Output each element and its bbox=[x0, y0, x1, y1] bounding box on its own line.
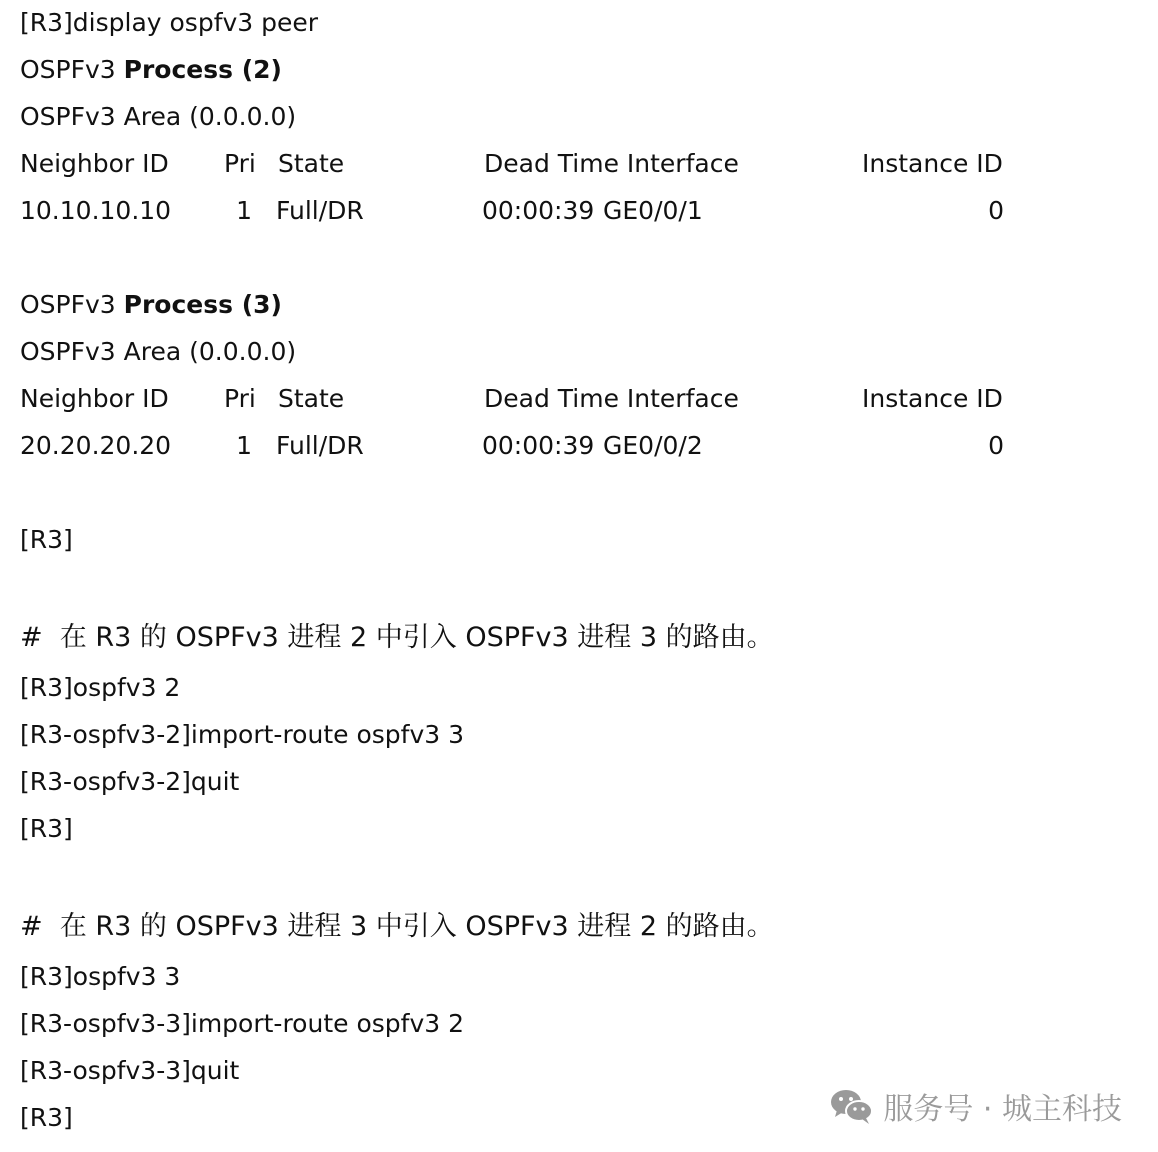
row-state: Full/DR bbox=[276, 196, 364, 225]
header-neighbor-id: Neighbor ID bbox=[20, 384, 169, 413]
command-line: [R3-ospfv3-2]import-route ospfv3 3 bbox=[20, 720, 464, 749]
row-state: Full/DR bbox=[276, 431, 364, 460]
row-neighbor-id: 20.20.20.20 bbox=[20, 431, 172, 460]
process-prefix: OSPFv3 bbox=[20, 55, 124, 84]
command-line: [R3]ospfv3 3 bbox=[20, 962, 181, 991]
prompt-line: [R3] bbox=[20, 525, 73, 554]
area-line: OSPFv3 Area (0.0.0.0) bbox=[20, 337, 297, 366]
process-label: Process (2) bbox=[123, 55, 282, 84]
command-line: [R3] bbox=[20, 814, 73, 843]
header-instance-id: Instance ID bbox=[862, 384, 1003, 413]
command-display-peer: [R3]display ospfv3 peer bbox=[20, 8, 319, 37]
header-dead-time-interface: Dead Time Interface bbox=[484, 149, 739, 178]
process-heading-3 bbox=[20, 290, 282, 320]
command-line: [R3]ospfv3 2 bbox=[20, 673, 181, 702]
row-pri: 1 bbox=[236, 196, 252, 225]
process-prefix: OSPFv3 bbox=[20, 290, 124, 319]
header-neighbor-id: Neighbor ID bbox=[20, 149, 169, 178]
header-pri: Pri bbox=[224, 384, 256, 413]
command-line: [R3] bbox=[20, 1103, 73, 1132]
row-interface: GE0/0/2 bbox=[603, 431, 703, 460]
process-label: Process (3) bbox=[123, 290, 282, 319]
command-line: [R3-ospfv3-2]quit bbox=[20, 767, 240, 796]
row-neighbor-id: 10.10.10.10 bbox=[20, 196, 172, 225]
header-state: State bbox=[278, 149, 345, 178]
process-heading-2 bbox=[20, 55, 282, 85]
row-interface: GE0/0/1 bbox=[603, 196, 703, 225]
comment-import-2-into-3: # 在 R3 的 OSPFv3 进程 3 中引入 OSPFv3 进程 2 的路由。 bbox=[20, 911, 774, 942]
row-dead-time: 00:00:39 bbox=[482, 431, 595, 460]
command-line: [R3-ospfv3-3]quit bbox=[20, 1056, 240, 1085]
command-line: [R3-ospfv3-3]import-route ospfv3 2 bbox=[20, 1009, 464, 1038]
row-instance-id: 0 bbox=[988, 431, 1004, 460]
area-line: OSPFv3 Area (0.0.0.0) bbox=[20, 102, 297, 131]
watermark-text: 服务号 · 城主科技 bbox=[883, 1092, 1122, 1127]
header-dead-time-interface: Dead Time Interface bbox=[484, 384, 739, 413]
row-pri: 1 bbox=[236, 431, 252, 460]
header-pri: Pri bbox=[224, 149, 256, 178]
header-state: State bbox=[278, 384, 345, 413]
comment-import-3-into-2: # 在 R3 的 OSPFv3 进程 2 中引入 OSPFv3 进程 3 的路由。 bbox=[20, 622, 774, 653]
header-instance-id: Instance ID bbox=[862, 149, 1003, 178]
row-instance-id: 0 bbox=[988, 196, 1004, 225]
wechat-icon bbox=[829, 1086, 875, 1126]
row-dead-time: 00:00:39 bbox=[482, 196, 595, 225]
watermark bbox=[829, 1084, 1122, 1128]
